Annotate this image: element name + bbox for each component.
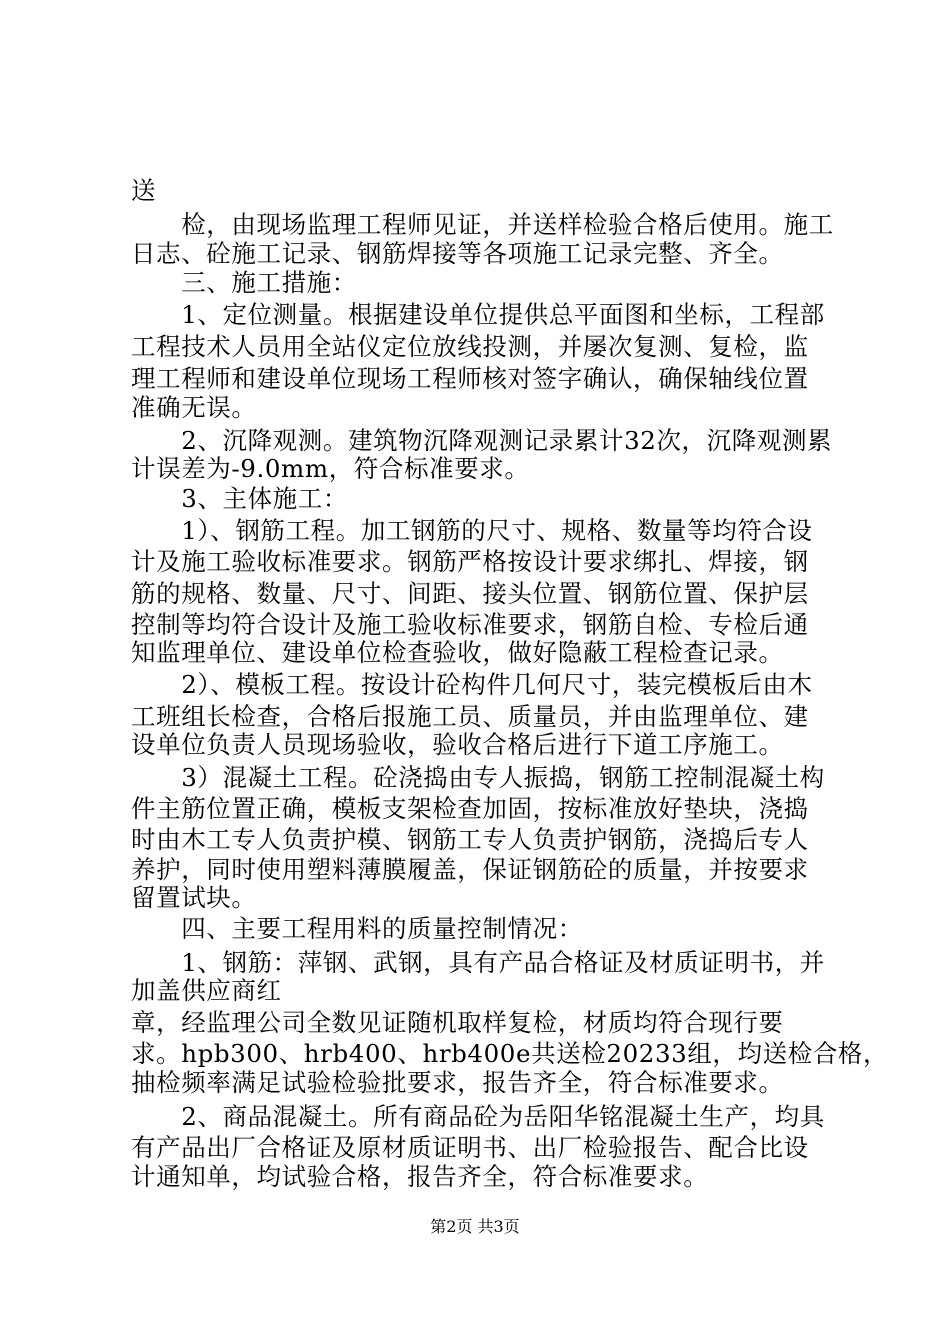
text-line: 1、钢筋：萍钢、武钢，具有产品合格证及材质证明书，并 <box>131 948 825 977</box>
page-number: 第2页 共3页 <box>430 1217 520 1236</box>
text-line: 养护，同时使用塑料薄膜履盖，保证钢筋砼的质量，并按要求 <box>131 855 809 884</box>
text-line: 2、沉降观测。建筑物沉降观测记录累计32次，沉降观测累 <box>131 426 833 455</box>
text-line: 送 <box>131 176 157 205</box>
section-heading: 四、主要工程用料的质量控制情况： <box>131 914 583 943</box>
text-line: 控制等均符合设计及施工验收标准要求，钢筋自检、专检后通 <box>131 610 809 639</box>
text-line: 抽检频率满足试验检验批要求，报告齐全，符合标准要求。 <box>131 1068 784 1097</box>
text-line: 计误差为-9.0mm，符合标准要求。 <box>131 454 530 483</box>
text-line: 工班组长检查，合格后报施工员、质量员，并由监理单位、建 <box>131 702 809 731</box>
text-line: 有产品出厂合格证及原材质证明书、出厂检验报告、配合比设 <box>131 1133 809 1162</box>
section-heading: 3、主体施工： <box>131 484 348 513</box>
text-line: 筋的规格、数量、尺寸、间距、接头位置、钢筋位置、保护层 <box>131 579 809 608</box>
text-line: 检，由现场监理工程师见证，并送样检验合格后使用。施工 <box>131 210 834 239</box>
text-line: 1、定位测量。根据建设单位提供总平面图和坐标，工程部 <box>131 300 825 329</box>
text-line: 知监理单位、建设单位检查验收，做好隐蔽工程检查记录。 <box>131 638 784 667</box>
text-line: 章，经监理公司全数见证随机取样复检，材质均符合现行要 <box>131 1008 784 1037</box>
text-line: 计及施工验收标准要求。钢筋严格按设计要求绑扎、焊接，钢 <box>131 547 809 576</box>
text-line: 理工程师和建设单位现场工程师核对签字确认，确保轴线位置 <box>131 364 809 393</box>
text-line: 2）、模板工程。按设计砼构件几何尺寸，装完模板后由木 <box>131 670 813 699</box>
text-line: 3）混凝土工程。砼浇捣由专人振捣，钢筋工控制混凝土构 <box>131 763 825 792</box>
text-line: 时由木工专人负责护模、钢筋工专人负责护钢筋，浇捣后专人 <box>131 825 809 854</box>
text-line: 留置试块。 <box>131 883 257 912</box>
text-line: 日志、砼施工记录、钢筋焊接等各项施工记录完整、齐全。 <box>131 239 784 268</box>
text-line: 工程技术人员用全站仪定位放线投测，并屡次复测、复检，监 <box>131 332 809 361</box>
text-line: 1）、钢筋工程。加工钢筋的尺寸、规格、数量等均符合设 <box>131 516 813 545</box>
text-line: 件主筋位置正确，模板支架检查加固，按标准放好垫块，浇捣 <box>131 794 809 823</box>
text-line: 加盖供应商红 <box>131 976 282 1005</box>
text-line: 设单位负责人员现场验收，验收合格后进行下道工序施工。 <box>131 730 784 759</box>
text-line: 计通知单，均试验合格，报告齐全，符合标准要求。 <box>131 1162 709 1191</box>
text-line: 求。hpb300、hrb400、hrb400e共送检20233组，均送检合格， <box>131 1039 889 1068</box>
section-heading: 三、施工措施： <box>131 268 357 297</box>
text-line: 准确无误。 <box>131 393 257 422</box>
text-line: 2、商品混凝土。所有商品砼为岳阳华铭混凝土生产，均具 <box>131 1102 825 1131</box>
